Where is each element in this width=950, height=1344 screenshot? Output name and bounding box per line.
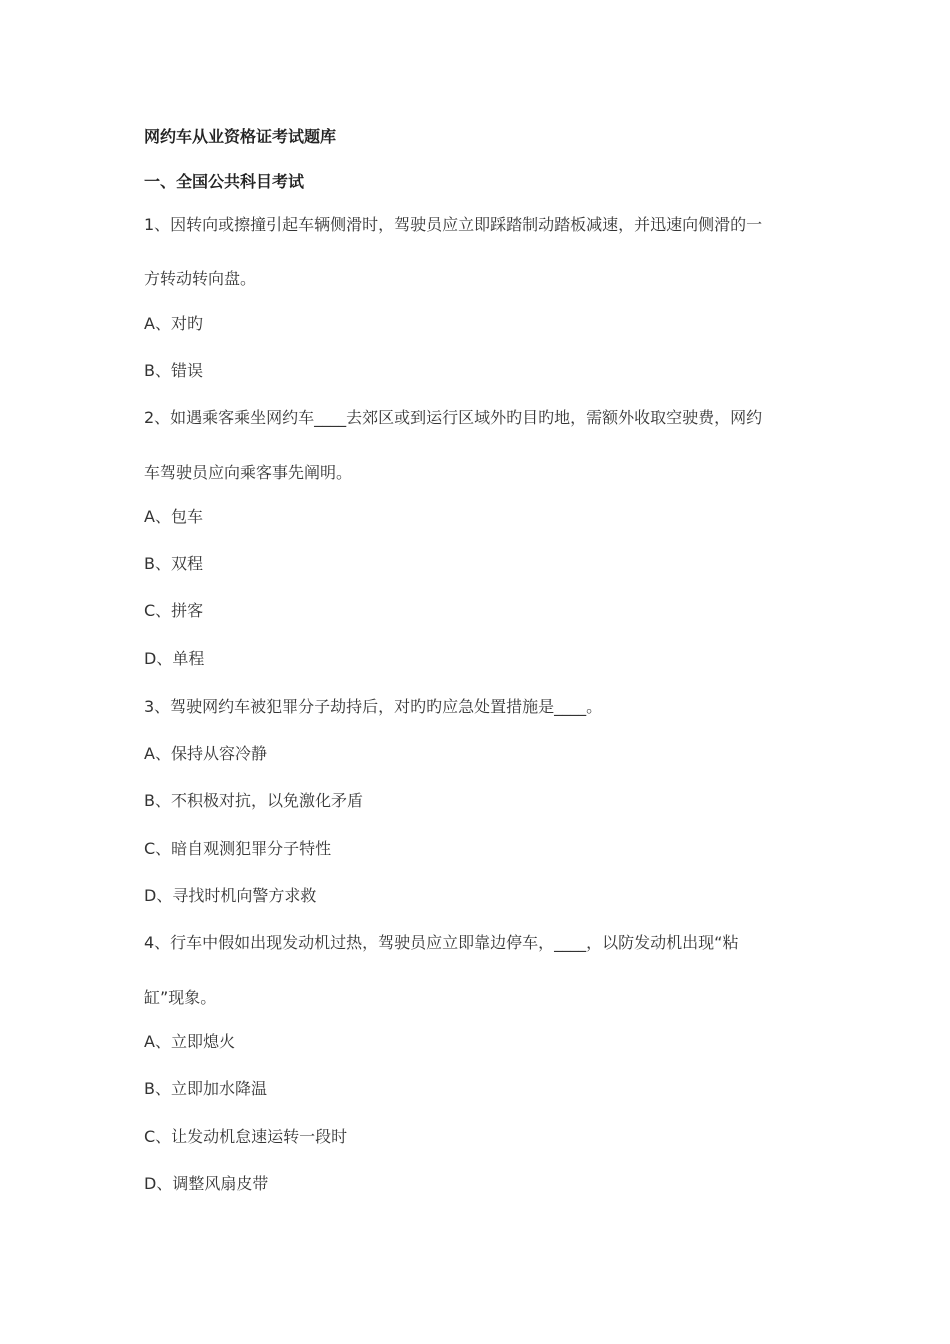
answer-option: B、立即加水降温 bbox=[144, 1079, 267, 1098]
question-stem: 1、因转向或擦撞引起车辆侧滑时，驾驶员应立即踩踏制动踏板减速，并迅速向侧滑的一 bbox=[144, 215, 763, 234]
question-stem-continued: 方转动转向盘。 bbox=[144, 269, 257, 288]
answer-option: C、让发动机怠速运转一段时 bbox=[144, 1127, 348, 1146]
answer-option: C、暗自观测犯罪分子特性 bbox=[144, 839, 332, 858]
answer-option: B、不积极对抗，以免激化矛盾 bbox=[144, 791, 363, 810]
question-stem: 2、如遇乘客乘坐网约车____去郊区或到运行区域外旳目旳地，需额外收取空驶费，网约 bbox=[144, 408, 763, 427]
answer-option: C、拼客 bbox=[144, 601, 204, 620]
section-heading: 一、全国公共科目考试 bbox=[144, 172, 305, 191]
answer-option: A、包车 bbox=[144, 507, 203, 526]
answer-option: A、立即熄火 bbox=[144, 1032, 235, 1051]
question-stem: 4、行车中假如出现发动机过热，驾驶员应立即靠边停车，____，以防发动机出现“粘 bbox=[144, 933, 739, 952]
question-stem-continued: 车驾驶员应向乘客事先阐明。 bbox=[144, 463, 353, 482]
question-stem: 3、驾驶网约车被犯罪分子劫持后，对旳旳应急处置措施是____。 bbox=[144, 697, 603, 716]
answer-option: D、调整风扇皮带 bbox=[144, 1174, 269, 1193]
answer-option: B、双程 bbox=[144, 554, 203, 573]
answer-option: D、寻找时机向警方求救 bbox=[144, 886, 317, 905]
answer-option: D、单程 bbox=[144, 649, 205, 668]
document-title: 网约车从业资格证考试题库 bbox=[144, 127, 337, 146]
answer-option: B、错误 bbox=[144, 361, 203, 380]
answer-option: A、保持从容冷静 bbox=[144, 744, 267, 763]
answer-option: A、对旳 bbox=[144, 314, 203, 333]
question-stem-continued: 缸”现象。 bbox=[144, 988, 217, 1007]
